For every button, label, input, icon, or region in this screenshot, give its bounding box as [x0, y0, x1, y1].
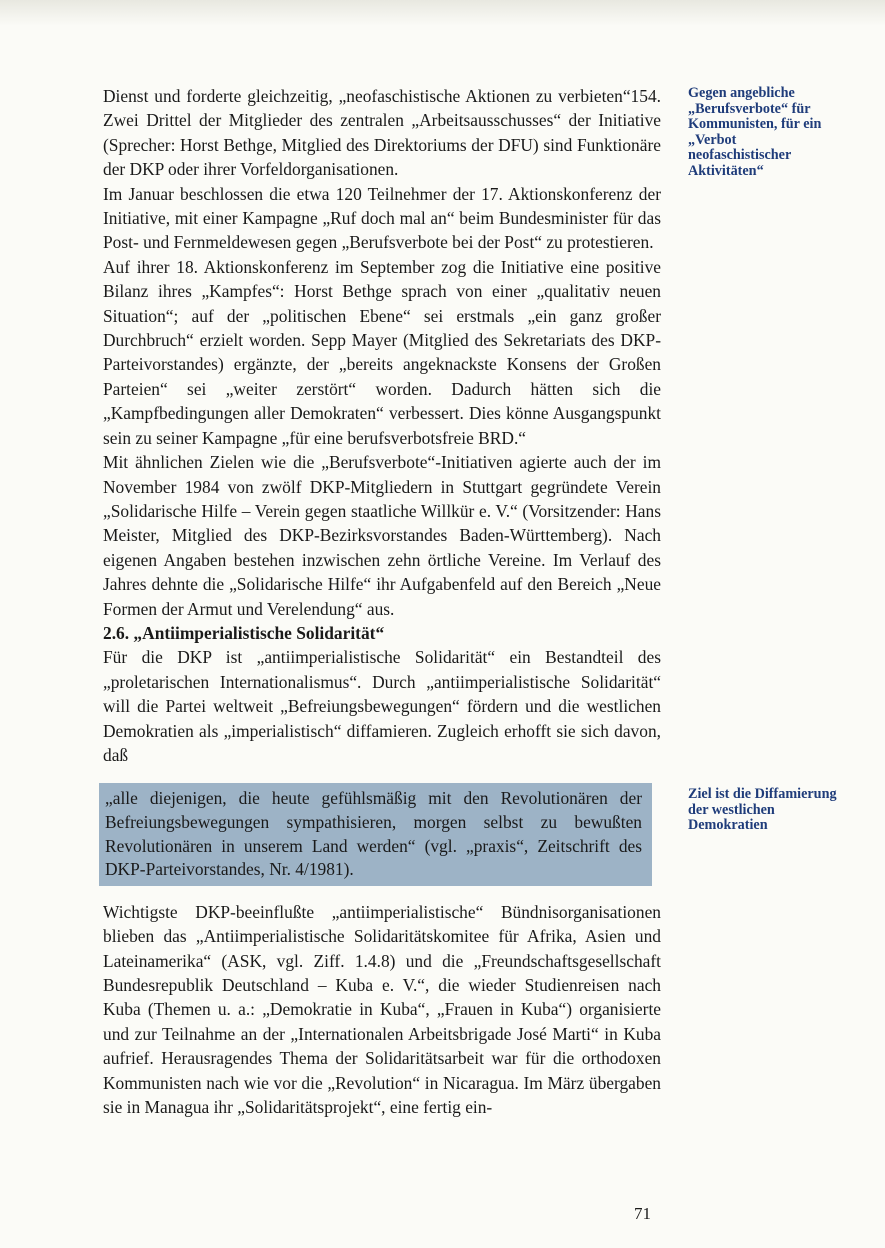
page-top-shadow	[0, 0, 885, 26]
section-heading: 2.6. „Antiimperialistische Solidarität“	[103, 622, 385, 643]
main-text-column	[103, 84, 661, 1119]
paragraph-6: Wichtigste DKP-beeinflußte „antiimperialistische“ Bündnisorganisationen blieben das „Antiimperialistische Solidaritätskomitee für Afrika, Asien und Lateinamerika“ (ASK, vgl. Ziff. 1.4.8) und die „Freundschaftsgesellschaft Bundesrepublik Deutschland – Kuba e. V.“, die wieder Studienreisen nach Kuba (Themen u. a.: „Demokratie in Kuba“, „Frauen in Kuba“) organisierte und zur Teilnahme an der „Internationalen Arbeitsbrigade José Marti“ in Kuba aufrief. Herausragendes Thema der Solidaritätsarbeit war für die orthodoxen Kommunisten nach wie vor die „Revolution“ in Nicaragua. Im März übergaben sie in Managua ihr „Solidaritätsprojekt“, eine fertig ein-	[103, 901, 661, 1117]
paragraph-2: Im Januar beschlossen die etwa 120 Teilnehmer der 17. Aktionskonferenz der Initiative, mit einer Kampagne „Ruf doch mal an“ beim Bundesminister für das Post- und Fernmeldewesen gegen „Berufsverbote bei der Post“ zu protestieren.	[103, 183, 661, 253]
paragraph-4: Mit ähnlichen Zielen wie die „Berufsverbote“-Initiativen agierte auch der im November 1984 von zwölf DKP-Mitgliedern in Stuttgart gegründete Verein „Solidarische Hilfe – Verein gegen staatliche Willkür e. V.“ (Vorsitzender: Hans Meister, Mitglied des DKP-Bezirksvorstandes Baden-Württemberg). Nach eigenen Angaben bestehen inzwischen zehn örtliche Vereine. Im Verlauf des Jahres dehnte die „Solidarische Hilfe“ ihr Aufgabenfeld auf den Bereich „Neue Formen der Armut und Verelendung“ aus.	[103, 452, 661, 619]
margin-note-diffamierung: Ziel ist die Diffamierung der westlichen Demokratien	[688, 786, 837, 834]
paragraph-3: Auf ihrer 18. Aktionskonferenz im September zog die Initiative eine positive Bilanz ihres „Kampfes“: Horst Bethge sprach von einer „qualitativ neuen Situation“; auf der „politischen Ebene“ sei erstmals „ein ganz großer Durchbruch“ erzielt worden. Sepp Mayer (Mitglied des Sekretariats des DKP-Parteivorstandes) ergänzte, der „bereits angeknackste Konsens der Großen Parteien“ sei „weiter zerstört“ worden. Dadurch hätten sich die „Kampfbedingungen aller Demokraten“ verbessert. Dies könne Ausgangspunkt sein zu seiner Kampagne „für eine berufsverbotsfreie BRD.“	[103, 256, 661, 448]
highlighted-quote	[99, 783, 652, 885]
paragraph-5: Für die DKP ist „antiimperialistische Solidarität“ ein Bestandteil des „proletarischen Internationalismus“. Durch „antiimperialistische Solidarität“ will die Partei weltweit „Befreiungsbewegungen“ fördern und die westlichen Demokratien als „imperialistisch“ diffamieren. Zugleich erhofft sie sich davon, daß	[103, 647, 661, 765]
margin-note-berufsverbote: Gegen angebliche „Berufsverbote“ für Kommunisten, für ein „Verbot neofaschistischer Aktivitäten“	[688, 85, 822, 179]
page-number: 71	[634, 1204, 651, 1223]
quote-text: „alle diejenigen, die heute gefühlsmäßig mit den Revolutionären der Befreiungsbewegungen sympathisieren, morgen selbst zu bewußten Revolutionären in unserem Land werden“ (vgl. „praxis“, Zeitschrift des DKP-Parteivorstandes, Nr. 4/1981).	[105, 788, 642, 880]
paragraph-1: Dienst und forderte gleichzeitig, „neofaschistische Aktionen zu verbieten“154. Zwei Drittel der Mitglieder des zentralen „Arbeitsausschusses“ der Initiative (Sprecher: Horst Bethge, Mitglied des Direktoriums der DFU) sind Funktionäre der DKP oder ihrer Vorfeldorganisationen.	[103, 86, 661, 180]
